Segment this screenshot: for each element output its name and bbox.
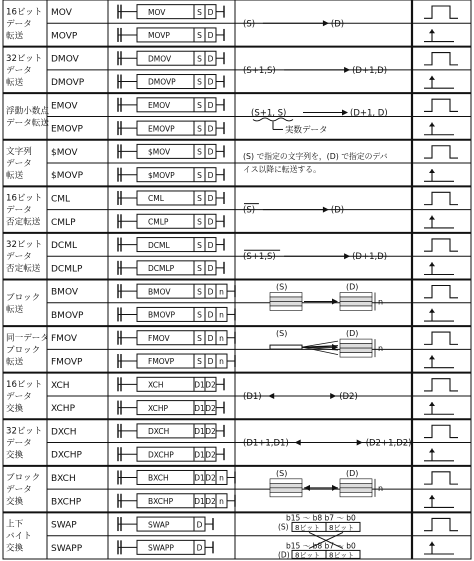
arrow-head — [357, 440, 363, 446]
category-label: データ — [6, 65, 32, 76]
ladder-mnemonic: FMOVP — [148, 357, 175, 367]
instruction-name: EMOVP — [51, 124, 83, 135]
category-label: データ — [6, 438, 32, 449]
source-word — [270, 479, 302, 484]
description-byteswap — [278, 513, 360, 559]
ladder-symbol — [118, 470, 235, 484]
category-label: 転送 — [6, 77, 24, 88]
exec-waveform-pulse — [424, 216, 454, 228]
description-arrow — [243, 250, 387, 262]
instruction-name: XCHP — [51, 404, 75, 415]
operand: D1 — [194, 403, 205, 413]
group-gblock — [3, 280, 471, 322]
count-label: n — [378, 483, 384, 493]
instruction-name: DXCHP — [51, 450, 82, 461]
source-word — [270, 483, 302, 488]
category-label: バイト — [6, 531, 32, 542]
exec-waveform-continuous — [424, 472, 458, 484]
operand-a: (D1+1,D1) — [243, 438, 289, 449]
category-label: データ — [6, 159, 32, 170]
category-label: データ — [6, 485, 32, 496]
category-label: 32ビット — [6, 426, 43, 437]
operand: n — [219, 310, 224, 320]
operand: S — [197, 217, 202, 227]
operand: n — [219, 496, 224, 506]
category-label: 上下 — [6, 519, 24, 530]
ladder-symbol — [118, 98, 224, 112]
operand: D2 — [205, 473, 216, 483]
ladder-mnemonic: MOVP — [148, 31, 170, 41]
instruction-name: CML — [51, 194, 71, 205]
operand: D1 — [194, 380, 205, 390]
source-word — [270, 302, 302, 307]
operand: S — [197, 101, 202, 111]
ladder-mnemonic: CML — [148, 194, 164, 204]
operand-a: (D1) — [243, 391, 262, 402]
float-note: 実数データ — [285, 125, 328, 136]
operand: S — [197, 147, 202, 157]
instruction-name: BXCH — [51, 473, 76, 484]
category-label: 16ビット — [6, 379, 43, 390]
category-label: ブロック — [6, 473, 41, 484]
exec-waveform-continuous — [424, 53, 458, 65]
operand-b: (D2) — [339, 391, 358, 402]
arrow-head — [268, 393, 274, 399]
ladder-symbol — [118, 540, 213, 554]
category-label: 転送 — [6, 304, 24, 315]
ladder-symbol — [118, 121, 224, 135]
operand: D — [207, 310, 214, 320]
operand-dest: (D+1, D) — [350, 108, 388, 119]
operand: S — [197, 31, 202, 41]
dest-label: (D) — [346, 329, 359, 339]
operand: D — [207, 54, 214, 64]
operand: S — [197, 7, 202, 17]
ladder-mnemonic: DMOV — [148, 54, 172, 64]
operand: S — [197, 77, 202, 87]
group-gfill — [3, 326, 471, 368]
category-label: データ — [6, 205, 32, 216]
source-word — [270, 293, 302, 298]
category-label: ブロック — [6, 345, 41, 356]
instruction-name: $MOVP — [51, 171, 84, 182]
source-word — [270, 297, 302, 302]
source-word — [270, 492, 302, 497]
operand-dest: (D) — [330, 205, 345, 216]
pulse-arrow — [429, 309, 435, 313]
exec-waveform-pulse — [424, 169, 454, 181]
instruction-name: FMOVP — [51, 357, 83, 368]
ladder-mnemonic: BXCHP — [148, 496, 174, 506]
exec-waveform-pulse — [424, 309, 454, 321]
description-arrow — [243, 66, 387, 76]
pulse-arrow — [429, 449, 435, 453]
source-label: (S) — [276, 282, 288, 292]
ladder-symbol — [118, 424, 224, 438]
byte-label: 8ビット — [295, 523, 321, 532]
operand-source: (S+1,S) — [243, 65, 276, 76]
ladder-mnemonic: EMOV — [148, 101, 171, 111]
exec-waveform-continuous — [424, 379, 458, 391]
operand: D1 — [194, 496, 205, 506]
dest-word — [340, 479, 372, 484]
dest-word — [340, 293, 372, 298]
category-label: 交換 — [6, 543, 24, 554]
ladder-mnemonic: $MOV — [148, 147, 171, 157]
category-label: データ — [6, 391, 32, 402]
dest-label: (D) — [346, 282, 359, 292]
ladder-mnemonic: $MOVP — [148, 170, 175, 180]
ladder-symbol — [118, 401, 224, 415]
category-label: 16ビット — [6, 193, 43, 204]
exec-waveform-continuous — [424, 332, 458, 344]
operand: S — [197, 124, 202, 134]
operand-source: (S+1, S) — [251, 108, 287, 119]
description-text: イス以降に転送する。 — [243, 165, 321, 175]
instruction-name: MOVP — [51, 31, 78, 42]
operand: D — [207, 31, 214, 41]
arrow-head — [323, 20, 329, 26]
arrow-head — [323, 207, 329, 213]
ladder-mnemonic: BMOV — [148, 287, 171, 297]
pulse-arrow — [429, 495, 435, 499]
exec-waveform-pulse — [424, 29, 454, 41]
pulse-arrow — [429, 542, 435, 546]
ladder-symbol — [118, 307, 235, 321]
operand-dest: (D+1,D) — [352, 252, 388, 263]
operand: D — [207, 170, 214, 180]
operand: D — [207, 287, 214, 297]
exec-waveform-continuous — [424, 239, 458, 251]
operand-source: (S+1,S) — [243, 252, 276, 263]
instruction-name: DXCH — [51, 427, 77, 438]
instruction-name: EMOV — [51, 101, 78, 112]
exec-waveform-pulse — [424, 542, 454, 554]
operand: D — [207, 7, 214, 17]
group-g16move — [6, 5, 471, 42]
byte-label: 8ビット — [295, 551, 321, 560]
operand: S — [197, 240, 202, 250]
ladder-mnemonic: BXCH — [148, 473, 169, 483]
source-label: (S) — [276, 468, 288, 478]
dest-word — [340, 488, 372, 493]
dest-word — [340, 348, 372, 353]
exec-waveform-pulse — [424, 495, 454, 507]
group-g16neg — [3, 186, 471, 228]
operand: n — [219, 287, 224, 297]
source-label: (S) — [276, 329, 288, 339]
description-text: (S) で指定の文字列を，(D) で指定のデバ — [243, 152, 388, 162]
instruction-name: DCMLP — [51, 264, 83, 275]
operand: D1 — [194, 450, 205, 460]
operand: D1 — [194, 427, 205, 437]
description-fill — [270, 329, 383, 357]
pulse-arrow — [429, 355, 435, 359]
operand: S — [197, 264, 202, 274]
category-label: 交換 — [6, 497, 24, 508]
exec-waveform-continuous — [424, 6, 458, 18]
category-label: データ — [6, 252, 32, 263]
category-label: 転送 — [6, 31, 24, 42]
group-gswap — [3, 512, 471, 559]
exec-waveform-continuous — [424, 518, 458, 530]
dest-word — [340, 297, 372, 302]
pulse-arrow — [429, 262, 435, 266]
ladder-mnemonic: BMOVP — [148, 310, 176, 320]
description-arrow — [243, 19, 344, 29]
ladder-symbol — [118, 214, 224, 228]
ladder-symbol — [118, 517, 213, 531]
ladder-mnemonic: SWAPP — [148, 543, 174, 553]
operand-source: (S) — [243, 205, 256, 216]
ladder-symbol — [118, 51, 224, 65]
exec-waveform-continuous — [424, 99, 458, 111]
exec-waveform-pulse — [424, 449, 454, 461]
instruction-name: CMLP — [51, 217, 76, 228]
category-label: 32ビット — [6, 53, 43, 64]
arrow-head — [344, 67, 350, 73]
ladder-mnemonic: DXCH — [148, 427, 170, 437]
arrow-head — [332, 299, 338, 305]
dest-word — [340, 306, 372, 311]
arrow-head — [342, 109, 348, 115]
pulse-arrow — [429, 169, 435, 173]
category-label: 否定転送 — [6, 264, 41, 275]
operand: S — [197, 310, 202, 320]
pulse-arrow — [429, 402, 435, 406]
exec-waveform-continuous — [424, 192, 458, 204]
operand: D2 — [205, 427, 216, 437]
dest-label: (D) — [278, 550, 290, 560]
dest-word — [340, 302, 372, 307]
ladder-mnemonic: FMOV — [148, 333, 170, 343]
arrow-head — [344, 253, 350, 259]
ladder-symbol — [118, 494, 235, 508]
instruction-name: BXCHP — [51, 497, 82, 508]
group-gfloat — [3, 93, 471, 135]
description-swap — [243, 392, 358, 402]
operand: D — [207, 77, 214, 87]
ladder-mnemonic: DMOVP — [148, 77, 176, 87]
category-label: 浮動小数点 — [6, 106, 49, 117]
instruction-name: XCH — [51, 380, 70, 391]
operand: D2 — [205, 403, 216, 413]
byte-label: 8ビット — [329, 551, 355, 560]
exec-waveform-pulse — [424, 402, 454, 414]
operand: D — [207, 240, 214, 250]
group-g32neg — [3, 233, 471, 275]
category-label: 32ビット — [6, 240, 43, 251]
operand: D — [196, 543, 203, 553]
ladder-symbol — [118, 354, 235, 368]
ladder-symbol — [118, 75, 224, 89]
operand: D2 — [205, 380, 216, 390]
bit-header: b15 ～ b8 b7 ～ b0 — [286, 513, 356, 523]
ladder-symbol — [118, 238, 224, 252]
operand: D — [207, 124, 214, 134]
instruction-name: SWAP — [51, 520, 77, 531]
ladder-mnemonic: SWAP — [148, 520, 170, 530]
ladder-mnemonic: MOV — [148, 7, 166, 17]
operand: S — [197, 287, 202, 297]
operand: S — [197, 170, 202, 180]
instruction-name: DMOVP — [51, 78, 85, 89]
category-label: 同一データ — [6, 333, 49, 344]
ladder-symbol — [118, 5, 224, 19]
operand-dest: (D+1,D) — [352, 65, 388, 76]
ladder-symbol — [118, 144, 224, 158]
ladder-mnemonic: DXCHP — [148, 450, 174, 460]
operand: D — [207, 147, 214, 157]
exec-waveform-continuous — [424, 425, 458, 437]
description-bswap — [270, 469, 383, 497]
ladder-symbol — [118, 28, 224, 42]
source-word — [270, 345, 302, 349]
description-float — [251, 108, 388, 135]
category-label: 否定転送 — [6, 217, 41, 228]
operand: D2 — [205, 496, 216, 506]
instruction-name: MOV — [51, 8, 72, 19]
instruction-name: DCML — [51, 241, 77, 252]
exec-waveform-pulse — [424, 122, 454, 134]
group-g16xch — [3, 373, 471, 415]
group-g32xch — [3, 419, 471, 461]
category-label: 交換 — [6, 403, 24, 414]
pulse-arrow — [429, 122, 435, 126]
dest-word — [340, 492, 372, 497]
operand: D — [207, 357, 214, 367]
instruction-name: BMOV — [51, 287, 79, 298]
operand: D — [207, 333, 214, 343]
dest-word — [340, 483, 372, 488]
operand: n — [219, 333, 224, 343]
operand: S — [197, 357, 202, 367]
arrow-head — [295, 440, 301, 446]
exec-waveform-pulse — [424, 355, 454, 367]
ladder-mnemonic: DCML — [148, 240, 170, 250]
exec-waveform-pulse — [424, 262, 454, 274]
instruction-name: SWAPP — [51, 543, 83, 554]
ladder-symbol — [118, 331, 235, 345]
operand: n — [219, 473, 224, 483]
category-label: 文字列 — [6, 147, 32, 158]
instruction-name: BMOVP — [51, 310, 84, 321]
operand: D — [207, 101, 214, 111]
ladder-symbol — [118, 168, 224, 182]
pulse-arrow — [429, 76, 435, 80]
source-word — [270, 306, 302, 311]
instruction-name: $MOV — [51, 147, 78, 158]
category-label: 転送 — [6, 171, 24, 182]
arrow-head — [332, 485, 338, 491]
pulse-arrow — [429, 216, 435, 220]
operand: D — [207, 264, 214, 274]
instruction-name: FMOV — [51, 334, 78, 345]
category-label: データ — [6, 19, 32, 30]
operand-dest: (D) — [330, 19, 345, 30]
pulse-arrow — [429, 29, 435, 33]
ladder-symbol — [118, 191, 224, 205]
source-label: (S) — [278, 522, 289, 532]
operand: D — [207, 194, 214, 204]
group-gstr — [3, 140, 471, 182]
ladder-mnemonic: DCMLP — [148, 264, 175, 274]
arrow-head — [304, 485, 310, 491]
count-label: n — [378, 344, 384, 354]
operand-source: (S) — [243, 19, 256, 30]
operand: D — [207, 217, 214, 227]
operand-b: (D2+1,D2) — [365, 438, 412, 449]
operand: D1 — [194, 473, 205, 483]
dest-label: (D) — [346, 468, 359, 478]
byte-label: 8ビット — [329, 523, 355, 532]
exec-waveform-continuous — [424, 286, 458, 298]
ladder-mnemonic: XCHP — [148, 403, 168, 413]
group-gbxch — [3, 466, 471, 508]
ladder-mnemonic: XCH — [148, 380, 164, 390]
dest-word — [340, 353, 372, 358]
ladder-mnemonic: EMOVP — [148, 124, 175, 134]
group-g32move — [3, 47, 471, 89]
ladder-symbol — [118, 284, 235, 298]
description-swap — [243, 439, 411, 449]
operand: S — [197, 333, 202, 343]
category-label: 交換 — [6, 450, 24, 461]
dest-word — [340, 339, 372, 344]
operand: D2 — [205, 450, 216, 460]
operand: S — [197, 194, 202, 204]
operand: D — [196, 520, 203, 530]
instruction-name: DMOV — [51, 54, 79, 65]
ladder-symbol — [118, 377, 224, 391]
exec-waveform-pulse — [424, 76, 454, 88]
arrow-head — [330, 393, 336, 399]
category-label: ブロック — [6, 292, 41, 303]
source-word — [270, 488, 302, 493]
category-label: データ転送 — [6, 118, 49, 129]
category-label: 転送 — [6, 357, 24, 368]
exec-waveform-continuous — [424, 146, 458, 158]
dest-word — [340, 344, 372, 349]
description-block — [270, 283, 383, 311]
operand: n — [219, 357, 224, 367]
operand: S — [197, 54, 202, 64]
ladder-symbol — [118, 447, 224, 461]
count-label: n — [378, 297, 384, 307]
bit-header: b15 ～ b8 b7 ～ b0 — [286, 541, 356, 551]
ladder-symbol — [118, 261, 224, 275]
ladder-mnemonic: CMLP — [148, 217, 169, 227]
category-label: 16ビット — [6, 7, 43, 18]
